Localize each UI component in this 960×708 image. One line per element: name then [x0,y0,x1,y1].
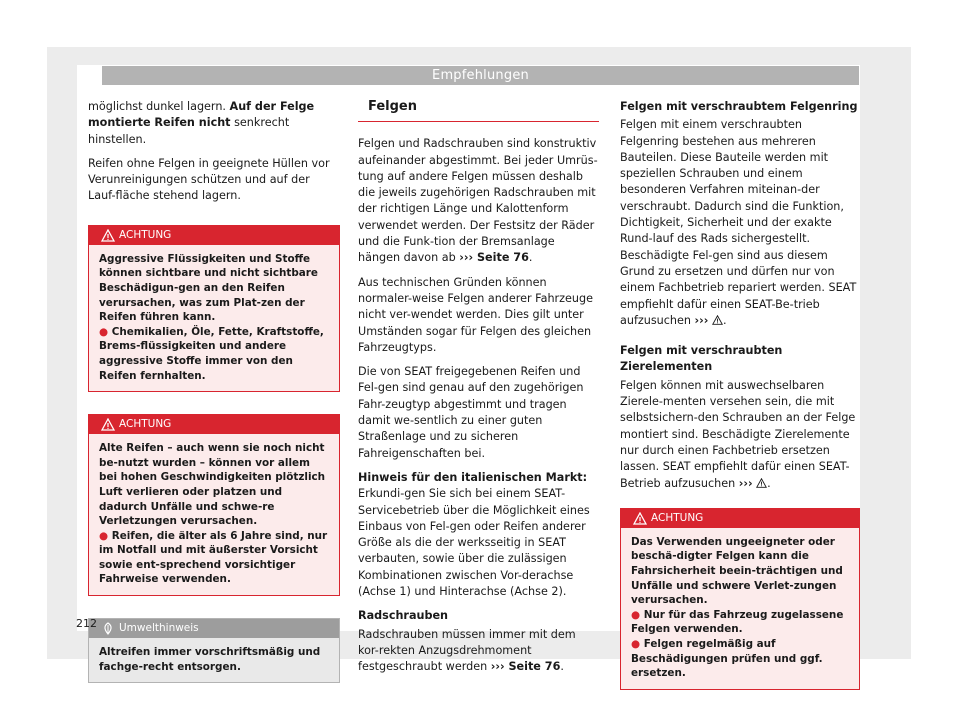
bullet-text: Felgen regelmäßig auf Beschädigungen prüfen und ggf. ersetzen. [631,637,823,680]
column-2 [358,99,599,684]
warning-header [89,415,339,434]
reference-link[interactable]: ››› [738,476,753,490]
warning-icon [633,512,647,525]
section-title: Felgen [358,99,599,122]
warning-text: Alte Reifen – auch wenn sie noch nicht be-nutzt wurden – können vor allem bei hohen Geschwindigkeiten plötzlich Luft verlieren oder platzen und dadurch Unfälle und schwe-re Verletzungen verursachen. [99,442,326,528]
warning-box [88,414,340,596]
paragraph: Die von SEAT freigegebenen Reifen und Fel-gen sind genau auf den zugehörigen Fahr-zeugtyp abgestimmt und tragen damit we-sentlich zu einer guten Straßenlage und zu sicheren Fahreigenschaften bei. [358,365,584,460]
warning-title: ACHTUNG [651,511,704,524]
text: möglichst dunkel lagern. [88,100,230,113]
paragraph [358,470,599,600]
bullet-text: Nur für das Fahrzeug zugelassene Felgen verwenden. [631,608,844,636]
text: Felgen können mit auswechselbaren Zierele-menten versehen sein, die mit selbstsichern-den Schrauben an der Felge montiert sind. Beschädigte Zierelemente nur durch einen Fachbetrieb ersetzen lassen. SEAT empfiehlt dafür einen SEAT-Betrieb aufzusuchen [620,378,856,490]
warning-icon [101,418,115,431]
warning-text: Aggressive Flüssigkeiten und Stoffe können sichtbare und nicht sichtbare Beschädigun-gen an den Reifen verursachen, was zum Plat-zen der Reifen führen kann. [99,252,318,324]
leaf-icon [101,622,115,635]
text: senkrecht hinstellen. [88,116,290,146]
warning-header [89,226,339,245]
warning-body [621,528,859,689]
text: Erkundi-gen Sie sich bei einem SEAT-Servicebetrieb über die Möglichkeit eines Einbaus von Fel-gen oder Reifen anderer Größe als die der werksseitig in SEAT verbauten, sowie über die zulässigen Kombinationen zwischen Vor-derachse (Achse 1) und Hinterachse (Achse 2). [358,487,590,599]
text: Felgen mit einem verschraubten Felgenring bestehen aus mehreren Bauteilen. Diese Bauteile werden mit speziellen Schrauben und einem besonderen Verfahren miteinan-der verschraubt. Dadurch sind die Funktion, Dichtigkeit, Sicherheit und der exakte Rund-lauf des Rads sichergestellt. Beschädigte Fel-gen sind aus diesem Grund zu ersetzen und dürfen nur von einem Fachbetrieb repariert werden. SEAT empfiehlt dafür einen SEAT-Be-trieb aufzusuchen [620,118,857,327]
paragraph [358,627,599,676]
warning-bullet: ● Nur für das Fahrzeug zugelassene Felgen verwenden. [631,608,844,636]
paragraph [358,136,599,266]
page-number: 212 [76,617,97,630]
warning-bullet: ● Felgen regelmäßig auf Beschädigungen prüfen und ggf. ersetzen. [631,637,823,680]
environment-text: Altreifen immer vorschriftsmäßig und fachge-recht entsorgen. [89,638,339,682]
paragraph [620,117,860,329]
environment-title: Umwelthinweis [119,622,199,635]
text: . [528,251,533,265]
page-reference-link[interactable]: ››› Seite 76 [490,660,561,674]
warning-bullet: ● Chemikalien, Öle, Fette, Kraftstoffe, Brems-flüssigkeiten und andere aggressive Stoffe immer von den Reifen fernhalten. [99,325,324,382]
environment-note-box [88,618,340,683]
paragraph [620,378,860,492]
warning-body [89,245,339,391]
text: Radschrauben müssen immer mit dem kor-rekten Anzugsdrehmoment festgeschraubt werden [358,627,576,674]
warning-title: ACHTUNG [119,418,172,431]
environment-header [89,619,339,638]
warning-body [89,434,339,595]
bullet-text: Reifen, die älter als 6 Jahre sind, nur im Notfall und mit äußerster Vorsicht sowie ent-sprechend vorsichtiger Fahrweise verwenden. [99,529,328,586]
subheading: Radschrauben [358,609,449,623]
column-3 [620,99,860,700]
text: . [722,313,727,327]
warning-box [88,225,340,392]
column-1 [88,99,340,693]
text: Felgen und Radschrauben sind konstruktiv aufeinander abgestimmt. Bei jeder Umrüs-tung auf andere Felgen müssen deshalb die jeweils zugehörigen Radschrauben mit der richtigen Länge und Kalottenform verwendet werden. Der Festsitz der Räder und die Funk-tion der Bremsanlage hängen davon ab [358,137,598,265]
warning-box [620,508,860,690]
warning-icon [756,478,767,488]
bullet-text: Chemikalien, Öle, Fette, Kraftstoffe, Brems-flüssigkeiten und andere aggressive Stoffe immer von den Reifen fernhalten. [99,325,324,382]
warning-text: Das Verwenden ungeeigneter oder beschä-digter Felgen kann die Fahrsicherheit beein-trächtigen und Unfälle und schwere Verlet-zungen verursachen. [631,535,843,607]
bold-text: Auf der Felge montierte Reifen nicht [88,100,315,130]
text: . [767,476,771,490]
paragraph: Reifen ohne Felgen in geeignete Hüllen vor Verunreinigungen schützen und auf der Lauf-fläche stehend lagern. [88,156,330,203]
warning-title: ACHTUNG [119,228,172,241]
warning-icon [712,315,723,325]
warning-icon [101,229,115,242]
subheading: Felgen mit verschraubtem Felgenring [620,100,858,113]
paragraph: Aus technischen Gründen können normaler-weise Felgen anderer Fahrzeuge nicht ver-wendet werden. Dies gilt unter Umständen sogar für Felgen des gleichen Fahrzeugtyps. [358,275,593,354]
page-reference-link[interactable]: ››› Seite 76 [459,251,529,265]
bold-text: Hinweis für den italienischen Markt: [358,470,588,484]
page-header: Empfehlungen [102,66,859,85]
text: . [560,660,564,674]
warning-header [621,509,859,528]
paragraph [88,99,340,148]
subheading: Felgen mit verschraubten Zierelementen [620,344,783,374]
warning-bullet: ● Reifen, die älter als 6 Jahre sind, nur im Notfall und mit äußerster Vorsicht sowie ent-sprechend vorsichtiger Fahrweise verwenden. [99,529,328,586]
reference-link[interactable]: ››› [694,313,709,327]
